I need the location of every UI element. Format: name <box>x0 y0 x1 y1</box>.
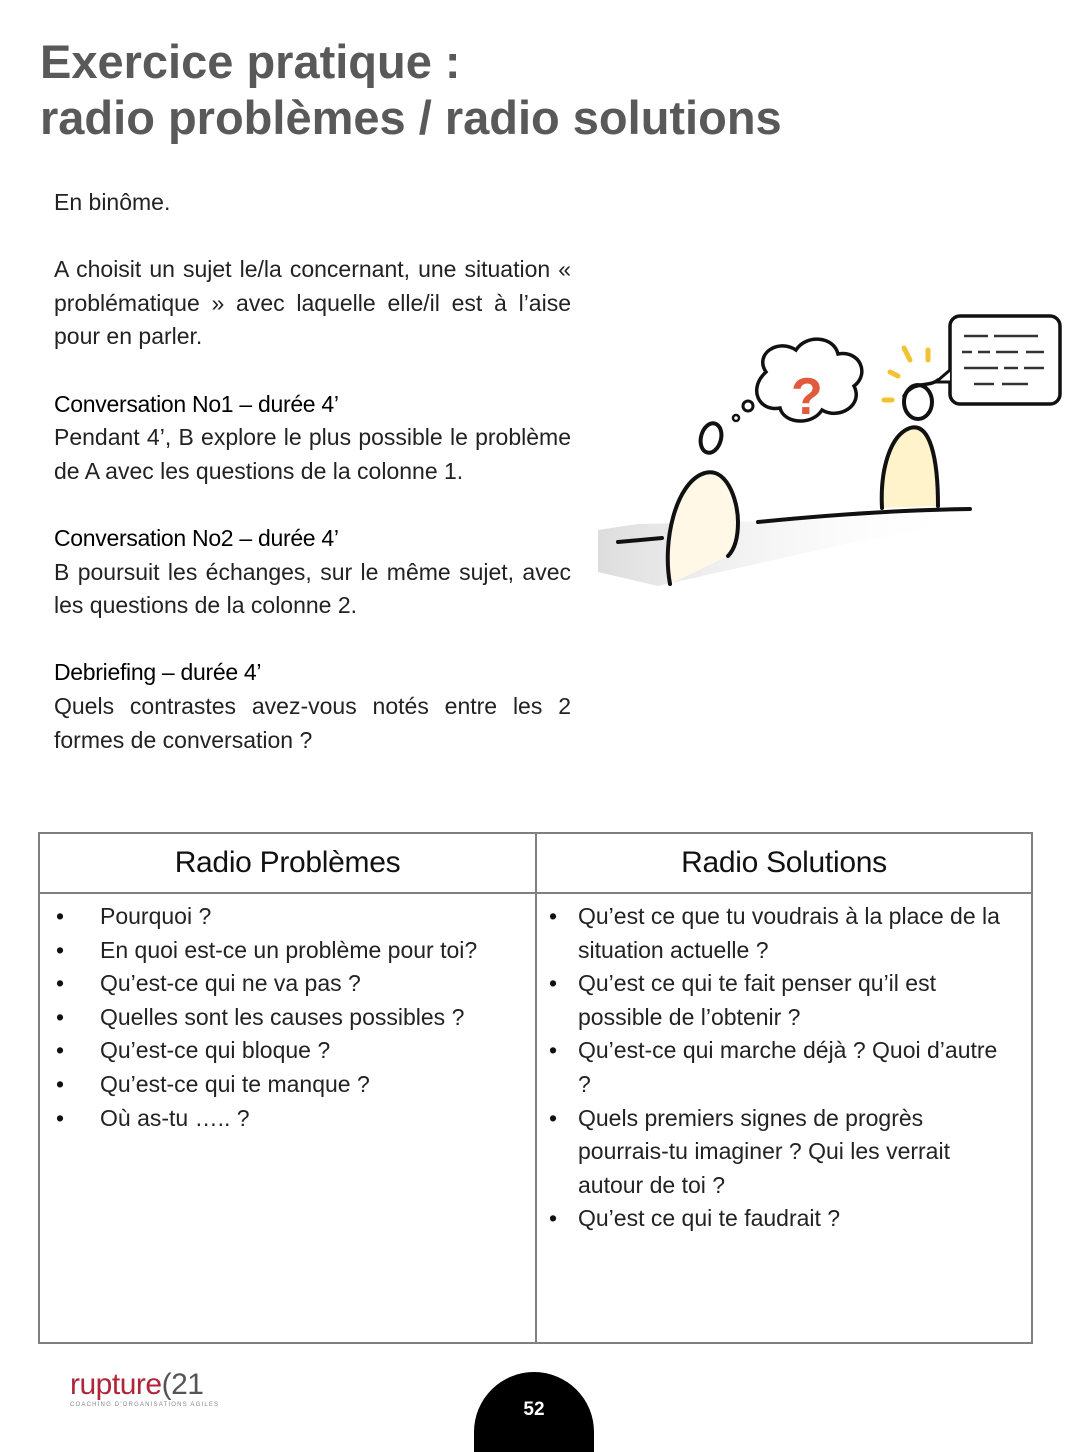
speech-board <box>950 316 1060 404</box>
person-b-body <box>882 427 938 508</box>
problem-questions-list <box>40 900 535 1135</box>
logo-number: 21 <box>171 1368 204 1401</box>
list-item: • Qu’est ce qui te faudrait ? <box>537 1202 1031 1236</box>
radio-solutions-header: Radio Solutions <box>536 833 1032 893</box>
logo-word: rupture <box>70 1368 162 1401</box>
list-item: • Qu’est-ce qui ne va pas ? <box>40 967 535 1001</box>
title-line-2: radio problèmes / radio solutions <box>40 91 782 144</box>
person-a-head <box>697 421 724 455</box>
list-item: • Où as-tu ….. ? <box>40 1102 535 1136</box>
two-people-talking-drawing <box>598 310 1066 592</box>
list-item: • Qu’est-ce qui te manque ? <box>40 1068 535 1102</box>
debriefing-heading: Debriefing – durée 4’ <box>54 659 262 686</box>
instructions-intro: En binôme. <box>54 189 171 215</box>
conversation-2-heading: Conversation No2 – durée 4’ <box>54 524 339 551</box>
thought-dot-large <box>743 401 753 411</box>
conversation-1-body: Pendant 4’, B explore le plus possible le problème de A avec les questions de la colonne 1. <box>54 424 571 484</box>
conversation-2-body: B poursuit les échanges, sur le même sujet, avec les questions de la colonne 2. <box>54 558 571 619</box>
solution-questions-list <box>537 900 1031 1236</box>
list-item: • Pourquoi ? <box>40 900 535 934</box>
list-item: • Quels premiers signes de progrès pourrais-tu imaginer ? Qui les verrait autour de toi ? <box>537 1102 1031 1203</box>
question-mark: ? <box>791 368 823 426</box>
thought-dot-small <box>733 415 739 421</box>
person-b-hair <box>904 380 938 396</box>
debriefing-body: Quels contrastes avez-vous notés entre les 2 formes de conversation ? <box>54 692 571 753</box>
page-title <box>40 34 782 146</box>
list-item: • Qu’est ce qui te fait penser qu’il est possible de l’obtenir ? <box>537 967 1031 1034</box>
logo-paren: ( <box>161 1368 172 1401</box>
list-item: • Qu’est-ce qui bloque ? <box>40 1034 535 1068</box>
radio-solutions-cell <box>536 893 1032 1343</box>
list-item: • Qu’est ce que tu voudrais à la place de la situation actuelle ? <box>537 900 1031 967</box>
logo-wordmark <box>70 1368 230 1402</box>
list-item: • En quoi est-ce un problème pour toi? <box>40 934 535 968</box>
list-item: • Quelles sont les causes possibles ? <box>40 1001 535 1035</box>
list-item: • Qu’est-ce qui marche déjà ? Quoi d’autre ? <box>537 1034 1031 1101</box>
instructions <box>54 186 571 757</box>
logo-tagline: COACHING D'ORGANISATIONS AGILES <box>70 1402 220 1408</box>
instructions-setup: A choisit un sujet le/la concernant, une situation « problématique » avec laquelle elle/il est à l’aise pour en parler. <box>54 256 571 350</box>
speech-tail <box>936 370 950 382</box>
page-number-badge: 52 <box>474 1372 594 1452</box>
radio-questions-table <box>38 832 1033 1344</box>
radio-problemes-header: Radio Problèmes <box>39 833 536 893</box>
conversation-illustration <box>598 310 1066 592</box>
title-line-1: Exercice pratique : <box>40 35 461 88</box>
rupture21-logo <box>70 1368 230 1412</box>
conversation-1-heading: Conversation No1 – durée 4’ <box>54 390 339 417</box>
radio-problemes-cell <box>39 893 536 1343</box>
